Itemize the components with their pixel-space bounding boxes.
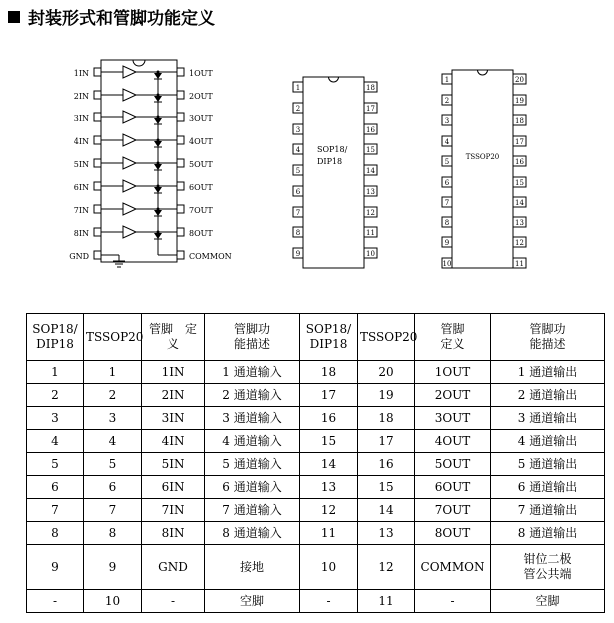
cell-line: GND xyxy=(158,559,188,574)
table-cell xyxy=(84,522,142,545)
cell-line: 13 xyxy=(320,479,337,494)
table-row xyxy=(27,384,605,407)
cell-line: 2 xyxy=(51,387,59,402)
table-cell xyxy=(300,590,358,613)
schematic-right-pin xyxy=(177,251,184,259)
cell-line: 12 xyxy=(378,559,394,574)
cell-line: SOP18/ xyxy=(305,322,352,336)
cell-line: 11 xyxy=(320,525,337,540)
cell-line: 15 xyxy=(320,433,337,448)
tssop20-right-pin-number: 17 xyxy=(515,138,524,146)
cell-line: 11 xyxy=(378,593,394,608)
schematic-right-pin-label: 8OUT xyxy=(189,229,213,238)
cell-line: 1OUT xyxy=(434,364,471,379)
table-cell xyxy=(491,590,605,613)
table-cell xyxy=(142,590,205,613)
header-cell xyxy=(358,314,418,361)
cell-line: 17 xyxy=(320,387,337,402)
buffer-icon xyxy=(123,203,136,215)
schematic-right-pin-label: 6OUT xyxy=(189,183,213,192)
header-cell xyxy=(415,314,491,361)
cell-line: 5 xyxy=(51,456,59,471)
cell-line: 8IN xyxy=(161,525,185,540)
buffer-icon xyxy=(123,157,136,169)
table-row xyxy=(27,499,605,522)
cell-line: 18 xyxy=(320,364,337,379)
schematic-right-pin-label: 4OUT xyxy=(189,137,213,146)
buffer-icon xyxy=(123,89,136,101)
cell-line: 15 xyxy=(378,479,394,494)
cell-line: 9 xyxy=(108,559,117,574)
cell-line: TSSOP20 xyxy=(86,329,144,344)
cell-line: 2 通道输入 xyxy=(222,387,282,402)
cell-line: 能描述 xyxy=(529,337,566,351)
table-cell xyxy=(358,476,415,499)
sop18-right-pin-number: 18 xyxy=(366,84,375,92)
cell-line: 空脚 xyxy=(239,593,264,608)
table-cell xyxy=(415,522,491,545)
sop18-right-pin-number: 15 xyxy=(366,146,375,154)
cell-line: - xyxy=(450,593,455,608)
schematic-right-pin-label: 1OUT xyxy=(189,69,213,78)
cell-line: DIP18 xyxy=(309,337,348,351)
schematic-right-pin xyxy=(177,159,184,167)
table-cell xyxy=(205,499,300,522)
table-cell xyxy=(205,590,300,613)
cell-line: 能描述 xyxy=(233,337,270,351)
table-cell xyxy=(205,430,300,453)
cell-line: 3 通道输入 xyxy=(222,410,282,425)
tssop20-right-pin-number: 12 xyxy=(515,239,524,247)
table-row xyxy=(27,453,605,476)
table-cell xyxy=(205,384,300,407)
schematic-left-pin-label: 2IN xyxy=(73,92,89,101)
header-cell xyxy=(84,314,142,361)
table-row xyxy=(27,476,605,499)
table-cell xyxy=(300,476,358,499)
table-cell xyxy=(491,499,605,522)
tssop20-right-pin-number: 16 xyxy=(515,158,524,166)
cell-line: 7OUT xyxy=(434,502,471,517)
table-cell xyxy=(491,545,605,590)
schematic-left-pin-label: 3IN xyxy=(73,114,89,123)
table-cell xyxy=(300,545,358,590)
sop18-label: SOP18/ xyxy=(317,145,348,154)
cell-line: 16 xyxy=(378,456,394,471)
cell-line: 1 通道输出 xyxy=(517,364,578,379)
cell-line: 管脚 定 xyxy=(148,322,197,336)
buffer-icon xyxy=(123,66,136,78)
table-cell xyxy=(300,499,358,522)
table-cell xyxy=(415,453,491,476)
table-cell xyxy=(142,545,205,590)
cell-line: 8 通道输入 xyxy=(222,525,282,540)
cell-line: 6 通道输出 xyxy=(517,479,578,494)
section-heading-text: 封装形式和管脚功能定义 xyxy=(28,9,215,29)
cell-line: 义 xyxy=(166,337,179,351)
table-cell xyxy=(27,545,84,590)
schematic-right-pin-label: 5OUT xyxy=(189,160,213,169)
table-cell xyxy=(300,361,358,384)
sop18-right-pin-number: 16 xyxy=(366,126,375,134)
cell-line: 管脚功 xyxy=(529,322,566,336)
schematic-left-pin-label: 7IN xyxy=(73,206,89,215)
cell-line: 管脚功 xyxy=(233,322,270,336)
cell-line: 4 xyxy=(108,433,117,448)
table-row xyxy=(27,522,605,545)
table-row xyxy=(27,430,605,453)
tssop20-left-pin-number: 10 xyxy=(442,260,452,268)
cell-line: 10 xyxy=(320,559,337,574)
cell-line: 5 通道输入 xyxy=(222,456,282,471)
table-cell xyxy=(27,430,84,453)
tssop20-right-pin-number: 18 xyxy=(515,117,524,125)
table-cell xyxy=(27,522,84,545)
cell-line: - xyxy=(52,593,58,608)
table-cell xyxy=(142,430,205,453)
table-row xyxy=(27,361,605,384)
cell-line: 4 通道输出 xyxy=(517,433,578,448)
table-cell xyxy=(300,407,358,430)
table-cell xyxy=(358,545,415,590)
cell-line: 3 xyxy=(51,410,59,425)
tssop20-right-pin-number: 11 xyxy=(515,260,524,268)
cell-line: 1IN xyxy=(161,364,185,379)
schematic-right-pin xyxy=(177,205,184,213)
cell-line: 7 xyxy=(51,502,59,517)
table-cell xyxy=(27,590,84,613)
tssop20-left-pin-number: 7 xyxy=(444,199,450,207)
schematic-left-pin-label: 5IN xyxy=(73,160,89,169)
schematic-left-pin xyxy=(94,182,101,190)
table-cell xyxy=(491,407,605,430)
cell-line: 管脚 xyxy=(440,322,465,336)
sop18-label: DIP18 xyxy=(317,157,343,166)
sop18-left-pin-number: 8 xyxy=(295,229,301,237)
tssop20-left-pin-number: 6 xyxy=(444,179,450,187)
table-cell xyxy=(491,361,605,384)
table-cell xyxy=(205,522,300,545)
cell-line: 接地 xyxy=(239,559,264,574)
sop18-right-pin-number: 17 xyxy=(366,105,375,113)
cell-line: 14 xyxy=(378,502,394,517)
tssop20-left-pin-number: 5 xyxy=(444,158,450,166)
table-cell xyxy=(84,361,142,384)
cell-line: 定义 xyxy=(440,337,465,351)
table-cell xyxy=(84,453,142,476)
cell-line: 5OUT xyxy=(434,456,471,471)
schematic-notch xyxy=(133,60,145,66)
cell-line: 1 xyxy=(108,364,117,379)
cell-line: 8 xyxy=(51,525,59,540)
table-cell xyxy=(358,361,415,384)
cell-line: 3OUT xyxy=(434,410,471,425)
table-cell xyxy=(205,545,300,590)
cell-line: 13 xyxy=(378,525,394,540)
table-cell xyxy=(205,476,300,499)
sop18-right-pin-number: 12 xyxy=(366,209,375,217)
sop18-left-pin-number: 6 xyxy=(295,188,301,196)
schematic-left-pin xyxy=(94,68,101,76)
table-cell xyxy=(358,407,415,430)
tssop20-right-pin-number: 15 xyxy=(515,179,524,187)
table-cell xyxy=(84,545,142,590)
cell-line: 1 xyxy=(51,364,59,379)
cell-line: SOP18/ xyxy=(32,322,78,336)
cell-line: 管公共端 xyxy=(523,567,572,581)
package-diagrams xyxy=(0,0,614,300)
schematic-left-pin xyxy=(94,159,101,167)
table-cell xyxy=(358,522,415,545)
cell-line: 钳位二极 xyxy=(523,552,572,566)
table-cell xyxy=(358,453,415,476)
schematic-left-pin-label: 8IN xyxy=(73,229,89,238)
schematic-left-pin-label: 1IN xyxy=(73,69,89,78)
table-row xyxy=(27,407,605,430)
schematic-right-pin-label: COMMON xyxy=(189,252,232,261)
tssop20-left-pin-number: 2 xyxy=(444,97,450,105)
header-cell xyxy=(300,314,358,361)
sop18-body xyxy=(303,77,364,268)
cell-line: 3IN xyxy=(161,410,185,425)
table-cell xyxy=(491,522,605,545)
buffer-icon xyxy=(123,134,136,146)
table-cell xyxy=(415,499,491,522)
header-cell xyxy=(27,314,84,361)
tssop20-right-pin-number: 14 xyxy=(515,199,524,207)
schematic-left-pin-label: GND xyxy=(69,252,89,261)
cell-line: 8 xyxy=(108,525,117,540)
table-cell xyxy=(358,384,415,407)
sop18-left-pin-number: 2 xyxy=(295,105,301,113)
table-cell xyxy=(27,476,84,499)
table-row xyxy=(27,545,605,590)
sop18-left-pin-number: 4 xyxy=(295,146,301,154)
table-cell xyxy=(84,476,142,499)
cell-line: 4 xyxy=(51,433,59,448)
table-cell xyxy=(300,384,358,407)
buffer-icon xyxy=(123,180,136,192)
sop18-right-pin-number: 14 xyxy=(366,167,375,175)
cell-line: 4OUT xyxy=(434,433,471,448)
cell-line: 16 xyxy=(320,410,337,425)
cell-line: COMMON xyxy=(420,559,485,574)
cell-line: 空脚 xyxy=(535,593,560,608)
table-cell xyxy=(205,453,300,476)
table-cell xyxy=(142,522,205,545)
table-cell xyxy=(142,476,205,499)
cell-line: 5IN xyxy=(161,456,185,471)
table-cell xyxy=(27,499,84,522)
schematic-left-pin xyxy=(94,228,101,236)
cell-line: 17 xyxy=(378,433,394,448)
table-cell xyxy=(415,361,491,384)
table-cell xyxy=(415,476,491,499)
cell-line: 2IN xyxy=(161,387,185,402)
cell-line: 6IN xyxy=(161,479,185,494)
cell-line: 1 通道输入 xyxy=(222,364,282,379)
table-cell xyxy=(142,407,205,430)
tssop20-left-pin-number: 9 xyxy=(444,239,450,247)
sop18-left-pin-number: 7 xyxy=(295,209,301,217)
schematic-right-pin xyxy=(177,182,184,190)
cell-line: 8OUT xyxy=(434,525,471,540)
table-cell xyxy=(142,384,205,407)
pin-function-table xyxy=(26,313,605,613)
tssop20-notch xyxy=(478,70,488,75)
table-cell xyxy=(27,407,84,430)
cell-line: 7 通道输入 xyxy=(222,502,282,517)
table-cell xyxy=(415,384,491,407)
table-cell xyxy=(358,499,415,522)
tssop20-label: TSSOP20 xyxy=(465,153,500,161)
cell-line: 10 xyxy=(104,593,121,608)
cell-line: 14 xyxy=(320,456,337,471)
tssop20-body xyxy=(452,70,513,268)
cell-line: - xyxy=(170,593,176,608)
table-cell xyxy=(491,453,605,476)
table-cell xyxy=(300,430,358,453)
header-cell xyxy=(491,314,605,361)
cell-line: 2 通道输出 xyxy=(517,387,578,402)
schematic-left-pin xyxy=(94,251,101,259)
table-cell xyxy=(358,430,415,453)
schematic-right-pin xyxy=(177,113,184,121)
cell-line: DIP18 xyxy=(36,337,74,351)
tssop20-left-pin-number: 8 xyxy=(444,219,450,227)
cell-line: 7IN xyxy=(161,502,185,517)
sop18-left-pin-number: 3 xyxy=(295,126,301,134)
cell-line: - xyxy=(326,593,331,608)
cell-line: 19 xyxy=(378,387,394,402)
tssop20-left-pin-number: 1 xyxy=(444,76,450,84)
table-cell xyxy=(84,499,142,522)
header-cell xyxy=(142,314,205,361)
cell-line: 3 xyxy=(108,410,117,425)
schematic-left-pin xyxy=(94,205,101,213)
sop18-right-pin-number: 13 xyxy=(366,188,375,196)
schematic-left-pin xyxy=(94,91,101,99)
table-cell xyxy=(415,407,491,430)
cell-line: 6 通道输入 xyxy=(222,479,282,494)
cell-line: 9 xyxy=(51,559,59,574)
table-cell xyxy=(27,453,84,476)
sop18-left-pin-number: 1 xyxy=(295,84,301,92)
table-cell xyxy=(27,384,84,407)
schematic-left-pin xyxy=(94,136,101,144)
buffer-icon xyxy=(123,111,136,123)
table-cell xyxy=(415,545,491,590)
cell-line: TSSOP20 xyxy=(360,329,418,344)
schematic-right-pin-label: 3OUT xyxy=(189,114,213,123)
cell-line: 6 xyxy=(108,479,117,494)
sop18-right-pin-number: 10 xyxy=(366,250,375,258)
table-cell xyxy=(27,361,84,384)
schematic-right-pin xyxy=(177,68,184,76)
cell-line: 12 xyxy=(320,502,337,517)
cell-line: 3 通道输出 xyxy=(517,410,578,425)
cell-line: 20 xyxy=(378,364,394,379)
cell-line: 8 通道输出 xyxy=(517,525,578,540)
cell-line: 4IN xyxy=(161,433,185,448)
schematic-left-pin-label: 4IN xyxy=(73,137,89,146)
table-cell xyxy=(491,430,605,453)
tssop20-left-pin-number: 3 xyxy=(444,117,450,125)
table-cell xyxy=(415,590,491,613)
cell-line: 5 xyxy=(108,456,117,471)
sop18-left-pin-number: 9 xyxy=(295,250,301,258)
sop18-left-pin-number: 5 xyxy=(295,167,301,175)
tssop20-right-pin-number: 20 xyxy=(515,76,524,84)
cell-line: 18 xyxy=(378,410,394,425)
table-cell xyxy=(205,361,300,384)
cell-line: 6 xyxy=(51,479,59,494)
table-cell xyxy=(415,430,491,453)
table-cell xyxy=(142,453,205,476)
table-cell xyxy=(205,407,300,430)
cell-line: 6OUT xyxy=(434,479,471,494)
cell-line: 4 通道输入 xyxy=(222,433,282,448)
tssop20-right-pin-number: 13 xyxy=(515,219,524,227)
table-cell xyxy=(300,522,358,545)
schematic-right-pin-label: 7OUT xyxy=(189,206,213,215)
schematic-left-pin-label: 6IN xyxy=(73,183,89,192)
cell-line: 2 xyxy=(108,387,117,402)
header-cell xyxy=(205,314,300,361)
tssop20-right-pin-number: 19 xyxy=(515,97,524,105)
schematic-right-pin xyxy=(177,136,184,144)
table-cell xyxy=(358,590,415,613)
table-cell xyxy=(142,499,205,522)
table-cell xyxy=(84,430,142,453)
cell-line: 5 通道输出 xyxy=(517,456,578,471)
table-cell xyxy=(491,476,605,499)
sop18-notch xyxy=(329,77,339,82)
table-cell xyxy=(142,361,205,384)
schematic-right-pin xyxy=(177,228,184,236)
cell-line: 7 通道输出 xyxy=(517,502,578,517)
table-header-row xyxy=(27,314,605,361)
sop18-right-pin-number: 11 xyxy=(366,229,375,237)
tssop20-left-pin-number: 4 xyxy=(444,138,450,146)
table-cell xyxy=(491,384,605,407)
cell-line: 7 xyxy=(108,502,117,517)
table-cell xyxy=(84,407,142,430)
cell-line: 2OUT xyxy=(434,387,471,402)
table-cell xyxy=(300,453,358,476)
schematic-right-pin xyxy=(177,91,184,99)
table-row xyxy=(27,590,605,613)
table-cell xyxy=(84,384,142,407)
schematic-right-pin-label: 2OUT xyxy=(189,92,213,101)
table-cell xyxy=(84,590,142,613)
buffer-icon xyxy=(123,226,136,238)
schematic-left-pin xyxy=(94,113,101,121)
